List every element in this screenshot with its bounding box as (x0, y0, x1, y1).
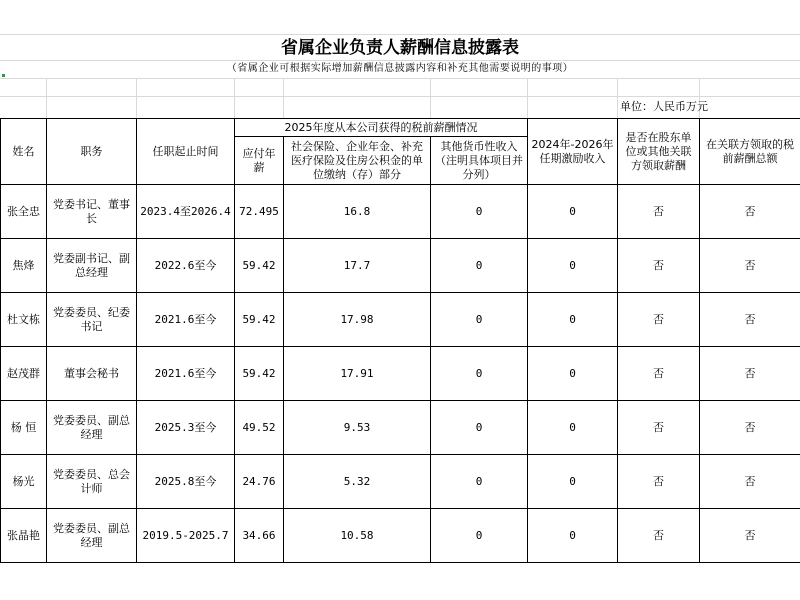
header-pay-group: 2025年度从本公司获得的税前薪酬情况 (235, 119, 528, 137)
cell-other-income: 0 (431, 185, 528, 239)
table-row (1, 455, 800, 509)
cell-position: 党委书记、董事长 (47, 185, 137, 239)
cell-incentive: 0 (528, 509, 618, 563)
cell-related-total: 否 (700, 401, 800, 455)
cell-name: 杨 恒 (1, 401, 47, 455)
header-related-pay: 是否在股东单位或其他关联方领取薪酬 (618, 119, 700, 185)
table-row (1, 401, 800, 455)
cell-related-pay: 否 (618, 509, 700, 563)
cell-name: 赵茂群 (1, 347, 47, 401)
cell-annual-pay: 59.42 (235, 239, 284, 293)
cell-other-income: 0 (431, 509, 528, 563)
table-row (1, 185, 800, 239)
cell-incentive: 0 (528, 239, 618, 293)
cell-name: 焦烽 (1, 239, 47, 293)
cell-annual-pay: 59.42 (235, 293, 284, 347)
cell-insurance: 17.98 (284, 293, 431, 347)
cell-incentive: 0 (528, 293, 618, 347)
cell-related-total: 否 (700, 455, 800, 509)
cell-insurance: 17.91 (284, 347, 431, 401)
cell-insurance: 10.58 (284, 509, 431, 563)
cell-term: 2023.4至2026.4 (137, 185, 235, 239)
cell-term: 2021.6至今 (137, 293, 235, 347)
cell-other-income: 0 (431, 401, 528, 455)
cell-annual-pay: 24.76 (235, 455, 284, 509)
page-subtitle: （省属企业可根据实际增加薪酬信息披露内容和补充其他需要说明的事项） (226, 63, 574, 74)
header-insurance: 社会保险、企业年金、补充医疗保险及住房公积金的单位缴纳（存）部分 (284, 137, 431, 185)
cell-related-pay: 否 (618, 401, 700, 455)
cell-annual-pay: 49.52 (235, 401, 284, 455)
cell-position: 党委委员、纪委书记 (47, 293, 137, 347)
header-incentive: 2024年-2026年任期激励收入 (528, 119, 618, 185)
cell-related-pay: 否 (618, 293, 700, 347)
cell-term: 2025.8至今 (137, 455, 235, 509)
header-other-income: 其他货币性收入（注明具体项目并分列） (431, 137, 528, 185)
cell-position: 董事会秘书 (47, 347, 137, 401)
cell-other-income: 0 (431, 455, 528, 509)
cell-related-total: 否 (700, 509, 800, 563)
cell-name: 杜文栋 (1, 293, 47, 347)
cell-position: 党委委员、总会计师 (47, 455, 137, 509)
header-term: 任职起止时间 (137, 119, 235, 185)
cell-term: 2022.6至今 (137, 239, 235, 293)
cell-insurance: 17.7 (284, 239, 431, 293)
cell-related-pay: 否 (618, 185, 700, 239)
header-annual-pay: 应付年薪 (235, 137, 284, 185)
cell-name: 杨光 (1, 455, 47, 509)
disclosure-sheet (0, 34, 800, 564)
table-row (1, 239, 800, 293)
cell-related-pay: 否 (618, 347, 700, 401)
cell-name: 张晶艳 (1, 509, 47, 563)
cell-position: 党委委员、副总经理 (47, 509, 137, 563)
currency-unit: 单位：人民币万元 (620, 100, 708, 113)
cell-annual-pay: 72.495 (235, 185, 284, 239)
header-name: 姓名 (1, 119, 47, 185)
table-row (1, 293, 800, 347)
cell-other-income: 0 (431, 347, 528, 401)
cell-term: 2021.6至今 (137, 347, 235, 401)
cell-annual-pay: 59.42 (235, 347, 284, 401)
cell-insurance: 5.32 (284, 455, 431, 509)
cell-incentive: 0 (528, 401, 618, 455)
cell-other-income: 0 (431, 293, 528, 347)
cell-term: 2019.5-2025.7 (137, 509, 235, 563)
cell-term: 2025.3至今 (137, 401, 235, 455)
cell-related-total: 否 (700, 185, 800, 239)
cell-related-total: 否 (700, 239, 800, 293)
cell-related-pay: 否 (618, 455, 700, 509)
cell-incentive: 0 (528, 455, 618, 509)
cell-position: 党委副书记、副总经理 (47, 239, 137, 293)
cell-related-total: 否 (700, 293, 800, 347)
header-position: 职务 (47, 119, 137, 185)
cell-related-pay: 否 (618, 239, 700, 293)
cell-incentive: 0 (528, 347, 618, 401)
page-title: 省属企业负责人薪酬信息披露表 (281, 38, 519, 58)
cell-other-income: 0 (431, 239, 528, 293)
cell-insurance: 9.53 (284, 401, 431, 455)
cell-related-total: 否 (700, 347, 800, 401)
table-row (1, 509, 800, 563)
cell-position: 党委委员、副总经理 (47, 401, 137, 455)
cell-insurance: 16.8 (284, 185, 431, 239)
cell-incentive: 0 (528, 185, 618, 239)
header-related-total: 在关联方领取的税前薪酬总额 (700, 119, 800, 185)
table-row (1, 347, 800, 401)
salary-table (0, 118, 800, 563)
cell-name: 张全忠 (1, 185, 47, 239)
cell-annual-pay: 34.66 (235, 509, 284, 563)
